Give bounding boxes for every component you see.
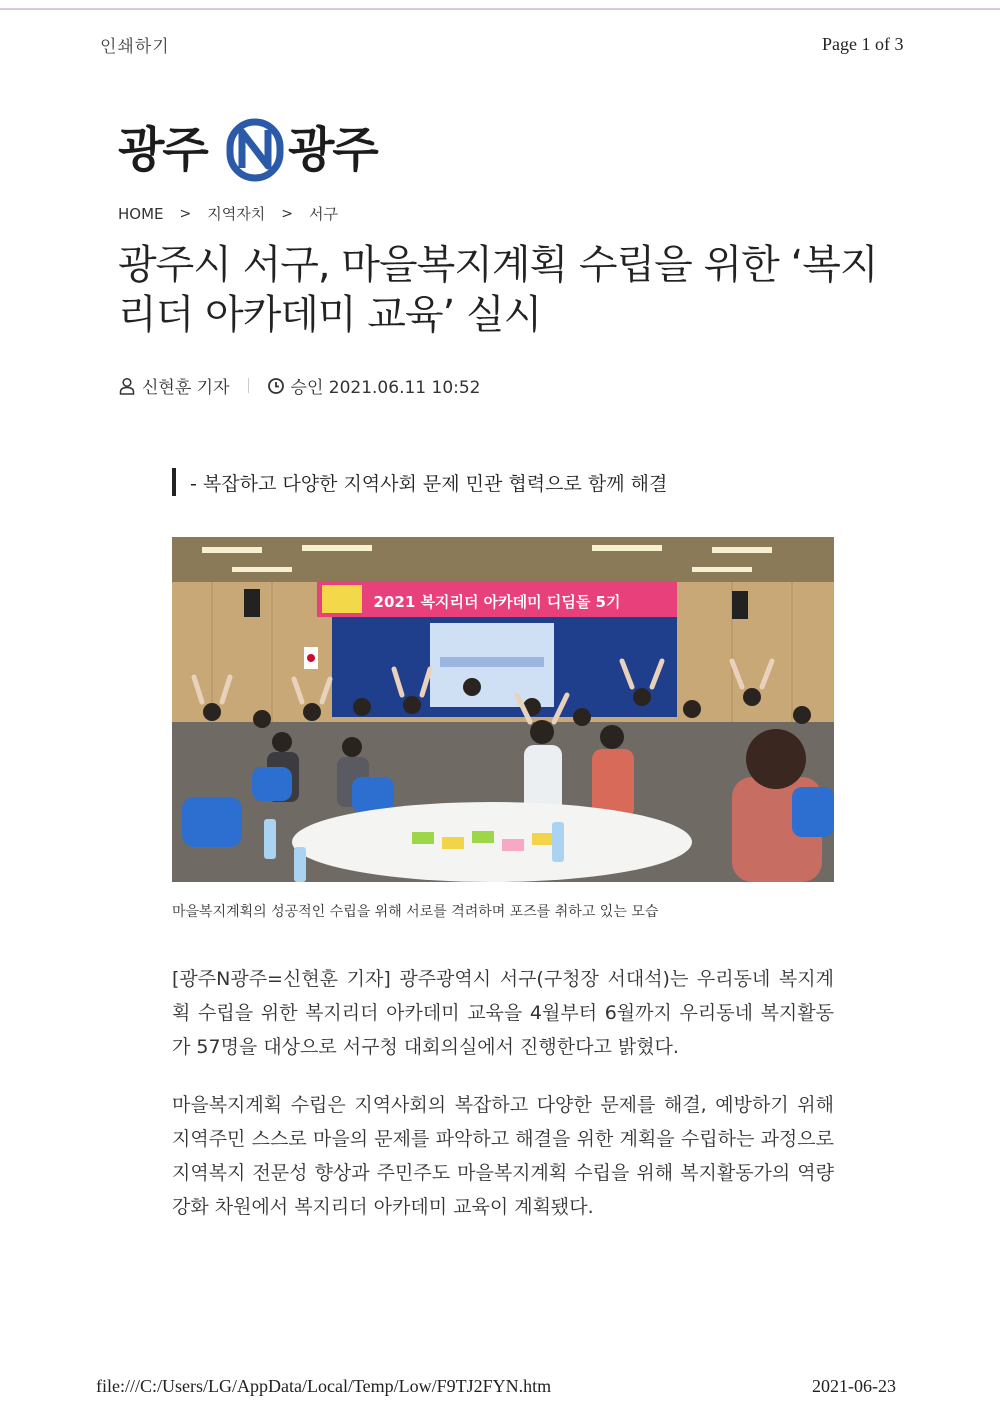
clock-icon <box>267 377 285 395</box>
chevron-right-icon: > <box>179 205 192 222</box>
print-link[interactable]: 인쇄하기 <box>100 37 170 57</box>
article-photo <box>172 537 834 882</box>
footer-file-path: file:///C:/Users/LG/AppData/Local/Temp/Low/F9TJ2FYN.htm <box>96 1376 552 1396</box>
logo-text-left: 광주 <box>118 122 207 178</box>
page-indicator: Page 1 of 3 <box>822 34 904 54</box>
top-border-line <box>0 8 1000 10</box>
chevron-right-icon: > <box>281 205 293 222</box>
logo-n-mark <box>226 116 284 182</box>
breadcrumb-home[interactable]: HOME <box>118 204 164 223</box>
breadcrumb <box>118 203 338 224</box>
article-meta <box>118 373 481 398</box>
user-icon <box>118 377 136 395</box>
subheading-text: - 복잡하고 다양한 지역사회 문제 민관 협력으로 함께 해결 <box>190 472 668 495</box>
subheading <box>172 468 667 496</box>
approval-date: 승인 2021.06.11 10:52 <box>290 378 481 398</box>
logo-text-right: 광주 <box>288 122 377 178</box>
meta-divider <box>248 378 249 393</box>
site-logo[interactable] <box>118 110 418 190</box>
photo-caption: 마을복지계획의 성공적인 수립을 위해 서로를 격려하며 포즈를 취하고 있는 모습 <box>172 904 659 920</box>
author-name: 신현훈 기자 <box>142 378 230 398</box>
article-paragraph: 마을복지계획 수립은 지역사회의 복잡하고 다양한 문제를 해결, 예방하기 위해 지역주민 스스로 마을의 문제를 파악하고 해결을 위한 계획을 수립하는 과정으로 지역복지 전문성 향상과 주민주도 마을복지계획 수립을 위해 복지활동가의 역량 강화 차원에서 복지리더 아카데미 교육이 계획됐다. <box>172 1094 834 1218</box>
footer-date: 2021-06-23 <box>812 1376 896 1396</box>
article-paragraph: [광주N광주=신현훈 기자] 광주광역시 서구(구청장 서대석)는 우리동네 복지계획 수립을 위한 복지리더 아카데미 교육을 4월부터 6월까지 우리동네 복지활동가 57명을 대상으로 서구청 대회의실에서 진행한다고 밝혔다. <box>172 968 834 1058</box>
subheading-bar <box>172 468 176 496</box>
breadcrumb-seo-gu[interactable]: 서구 <box>308 205 338 223</box>
breadcrumb-local-government[interactable]: 지역자치 <box>207 205 266 223</box>
article-title: 광주시 서구, 마을복지계획 수립을 위한 ‘복지리더 아카데미 교육’ 실시 <box>118 242 878 338</box>
banner-text: 2021 복지리더 아카데미 디딤돌 5기 <box>373 593 621 611</box>
